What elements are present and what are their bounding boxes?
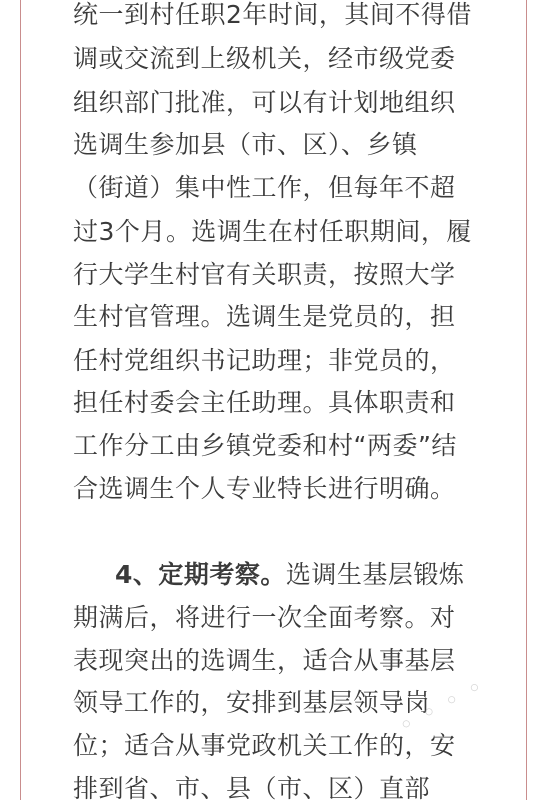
paragraph-line: 调或交流到上级机关，经市级党委 [73, 44, 456, 73]
paragraph-line: 选调生参加县（市、区）、乡镇 [73, 130, 418, 159]
paragraph-line: 行大学生村官有关职责，按照大学 [73, 260, 456, 289]
watermark-logo: ◦ ◦ ◦ ◦ [395, 672, 489, 738]
section-heading-rest: 选调生基层锻炼 [285, 560, 465, 589]
paragraph-line: 期满后，将进行一次全面考察。对 [73, 603, 456, 632]
paragraph-line: 位；适合从事党政机关工作的，安 [73, 731, 456, 760]
paragraph-line: 任村党组织书记助理；非党员的， [73, 346, 456, 375]
paragraph-line: 合选调生个人专业特长进行明确。 [73, 474, 456, 503]
paragraph-line: 工作分工由乡镇党委和村“两委”结 [73, 431, 457, 460]
section-heading: 4、定期考察。 [115, 560, 286, 589]
paragraph-line: 组织部门批准，可以有计划地组织 [73, 88, 456, 117]
paragraph-line: （街道）集中性工作，但每年不超 [73, 173, 456, 202]
paragraph-line: 排到省、市、县（市、区）直部 [73, 774, 431, 803]
section-heading-line [115, 560, 525, 590]
paragraph-line: 担任村委会主任助理。具体职责和 [73, 388, 456, 417]
paragraph-line: 生村官管理。选调生是党员的，担 [73, 302, 456, 331]
paragraph-line: 领导工作的，安排到基层领导岗 [73, 688, 431, 717]
paragraph-line: 表现突出的选调生，适合从事基层 [73, 646, 456, 675]
paragraph-line: 过3个月。选调生在村任职期间，履 [73, 217, 472, 246]
paragraph-line: 统一到村任职2年时间，其间不得借 [73, 0, 472, 29]
